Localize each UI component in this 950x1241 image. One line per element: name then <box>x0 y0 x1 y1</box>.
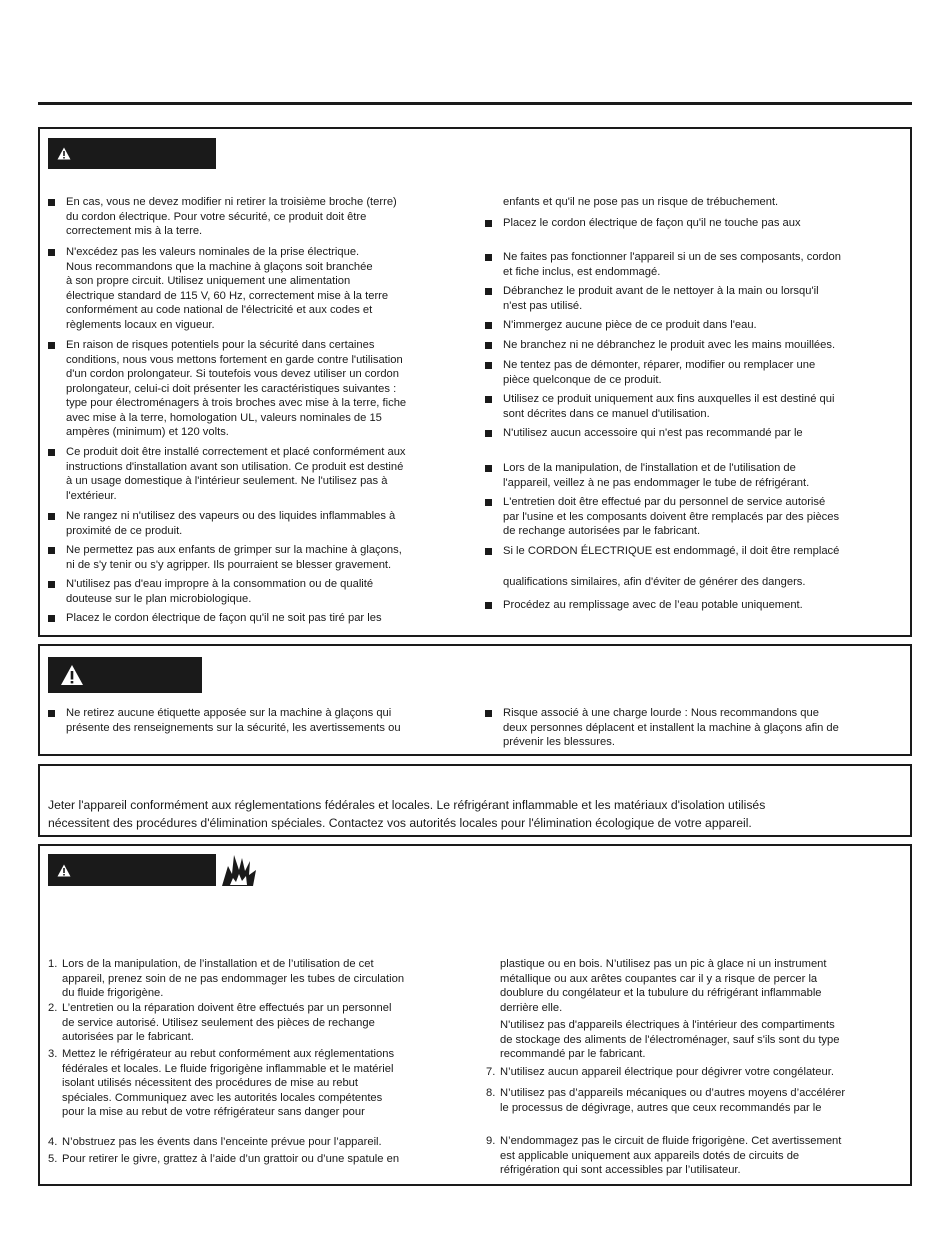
list-item: Procédez au remplissage avec de l’eau potable uniquement. <box>485 598 803 613</box>
explosion-icon <box>220 852 258 888</box>
list-item: N'excédez pas les valeurs nominales de la prise électrique. Nous recommandons que la machine à glaçons soit branchée à son propre circuit. Utilisez uniquement une alimentation électrique standard de 115 V, 60 Hz, correctement mise à la terre conformément au code national de l'électricité et aux codes et règlements locaux en vigueur. <box>48 245 388 332</box>
list-item: 1. Lors de la manipulation, de l’installation et de l’utilisation de cet appareil, prenez soin de ne pas endommager les tubes de circulation du fluide frigorigène. <box>48 958 405 999</box>
list-item: Ne retirez aucune étiquette apposée sur la machine à glaçons qui présente des renseignements sur la sécurité, les avertissements ou <box>48 706 401 735</box>
box1-right-continuation-2: qualifications similaires, afin d'éviter de générer des dangers. <box>503 576 806 588</box>
list-item: Placez le cordon électrique de façon qu'il ne soit pas tiré par les <box>48 611 382 626</box>
list-item: Ce produit doit être installé correctement et placé conformément aux instructions d'installation avant son utilisation. Ce produit est destiné à un usage domestique à l'intérieur seulement. Ne l'utilisez pas à l'extérieur. <box>48 445 406 503</box>
list-item: En cas, vous ne devez modifier ni retirer la troisième broche (terre) du cordon électrique. Pour votre sécurité, ce produit doit être correctement mis à la terre. <box>48 195 397 239</box>
list-item: Si le CORDON ÉLECTRIQUE est endommagé, il doit être remplacé <box>485 544 839 559</box>
list-item: En raison de risques potentiels pour la sécurité dans certaines conditions, nous vous mettons fortement en garde contre l'utilisation d'un cordon prolongateur. Si toutefois vous devez utiliser un cordon prolongateur, celui-ci doit présenter les caractéristiques suivantes : type pour électroménagers à trois broches avec mise à la terre, fiche avec mise à la terre, homologation UL, valeurs nominales de 15 ampères (minimum) et 120 volts. <box>48 338 406 440</box>
box4-right-continuation: plastique ou en bois. N’utilisez pas un pic à glace ni un instrument métallique ou aux arêtes coupantes car il y a risque de percer la doublure du congélateur et la tubulure du réfrigérant inflammable derrière elle. <box>500 958 827 1014</box>
list-item: Ne branchez ni ne débranchez le produit avec les mains mouillées. <box>485 338 835 353</box>
list-item: N'utilisez pas d'eau impropre à la consommation ou de qualité douteuse sur le plan microbiologique. <box>48 577 373 606</box>
list-item: Ne permettez pas aux enfants de grimper sur la machine à glaçons, ni de s'y tenir ou s'y agripper. Ils pourraient se blesser gravement. <box>48 543 402 572</box>
list-item: 5. Pour retirer le givre, grattez à l’aide d’un grattoir ou d’une spatule en <box>48 1153 400 1165</box>
box1-right-continuation: enfants et qu'il ne pose pas un risque de trébuchement. <box>503 196 779 208</box>
warning-box-1 <box>38 127 912 637</box>
list-item: N'immergez aucune pièce de ce produit dans l'eau. <box>485 318 757 333</box>
list-item: 4. N’obstruez pas les évents dans l’enceinte prévue pour l’appareil. <box>48 1136 382 1148</box>
list-item: 8. N’utilisez pas d’appareils mécaniques ou d’autres moyens d’accélérer le processus de dégivrage, autres que ceux recommandés par le <box>486 1087 846 1114</box>
warning-badge <box>48 657 202 693</box>
list-item: Ne tentez pas de démonter, réparer, modifier ou remplacer une pièce quelconque de ce produit. <box>485 358 815 387</box>
list-item: N'utilisez aucun accessoire qui n'est pas recommandé par le <box>485 426 803 441</box>
list-item: Ne faites pas fonctionner l'appareil si un de ses composants, cordon et fiche inclus, est endommagé. <box>485 250 841 279</box>
box4-right-sub: N'utilisez pas d'appareils électriques à l'intérieur des compartiments de stockage des aliments de l'électroménager, sauf s'ils sont du type recommandé par le fabricant. <box>500 1019 840 1060</box>
warning-triangle-icon <box>57 864 71 877</box>
list-item: Débranchez le produit avant de le nettoyer à la main ou lorsqu'il n'est pas utilisé. <box>485 284 819 313</box>
list-item: Placez le cordon électrique de façon qu'il ne touche pas aux <box>485 216 801 231</box>
list-item: Utilisez ce produit uniquement aux fins auxquelles il est destiné qui sont décrites dans ce manuel d'utilisation. <box>485 392 834 421</box>
list-item: 9. N’endommagez pas le circuit de fluide frigorigène. Cet avertissement est applicable uniquement aux appareils dotés de circuits de réfrigération qui sont accessibles par l’utilisateur. <box>486 1135 842 1176</box>
header-rule <box>38 102 912 105</box>
warning-box-4 <box>38 844 912 1186</box>
warning-badge <box>48 854 216 886</box>
list-item: 7. N’utilisez aucun appareil électrique pour dégivrer votre congélateur. <box>486 1066 834 1078</box>
disposal-text: Jeter l'appareil conformément aux réglementations fédérales et locales. Le réfrigérant inflammable et les matériaux d'isolation utilisés nécessitent des procédures d'élimination spéciales. Contactez vos autorités locales pour l'élimination écologique de votre appareil. <box>48 798 766 830</box>
list-item: Lors de la manipulation, de l'installation et de l'utilisation de l'appareil, veillez à ne pas endommager le tube de réfrigérant. <box>485 461 809 490</box>
list-item: Risque associé à une charge lourde : Nous recommandons que deux personnes déplacent et installent la machine à glaçons afin de prévenir les blessures. <box>485 706 839 750</box>
warning-box-2 <box>38 644 912 756</box>
list-item: Ne rangez ni n'utilisez des vapeurs ou des liquides inflammables à proximité de ce produit. <box>48 509 395 538</box>
list-item: 3. Mettez le réfrigérateur au rebut conformément aux réglementations fédérales et locales. Le fluide frigorigène inflammable et le matériel isolant utilisés nécessitent des procédures de mise au rebut spéciales. Communiquez avec les autorités locales compétentes pour la mise au rebut de votre réfrigérateur sans danger pour <box>48 1048 395 1118</box>
warning-triangle-icon <box>60 664 84 686</box>
list-item: L'entretien doit être effectué par du personnel de service autorisé par l'usine et les composants doivent être remplacés par des pièces de rechange autorisées par le fabricant. <box>485 495 839 539</box>
disposal-box <box>38 764 912 837</box>
warning-triangle-icon <box>57 147 71 160</box>
warning-badge <box>48 138 216 169</box>
list-item: 2. L’entretien ou la réparation doivent être effectués par un personnel de service autorisé. Utilisez seulement des pièces de rechange autorisées par le fabricant. <box>48 1002 392 1043</box>
